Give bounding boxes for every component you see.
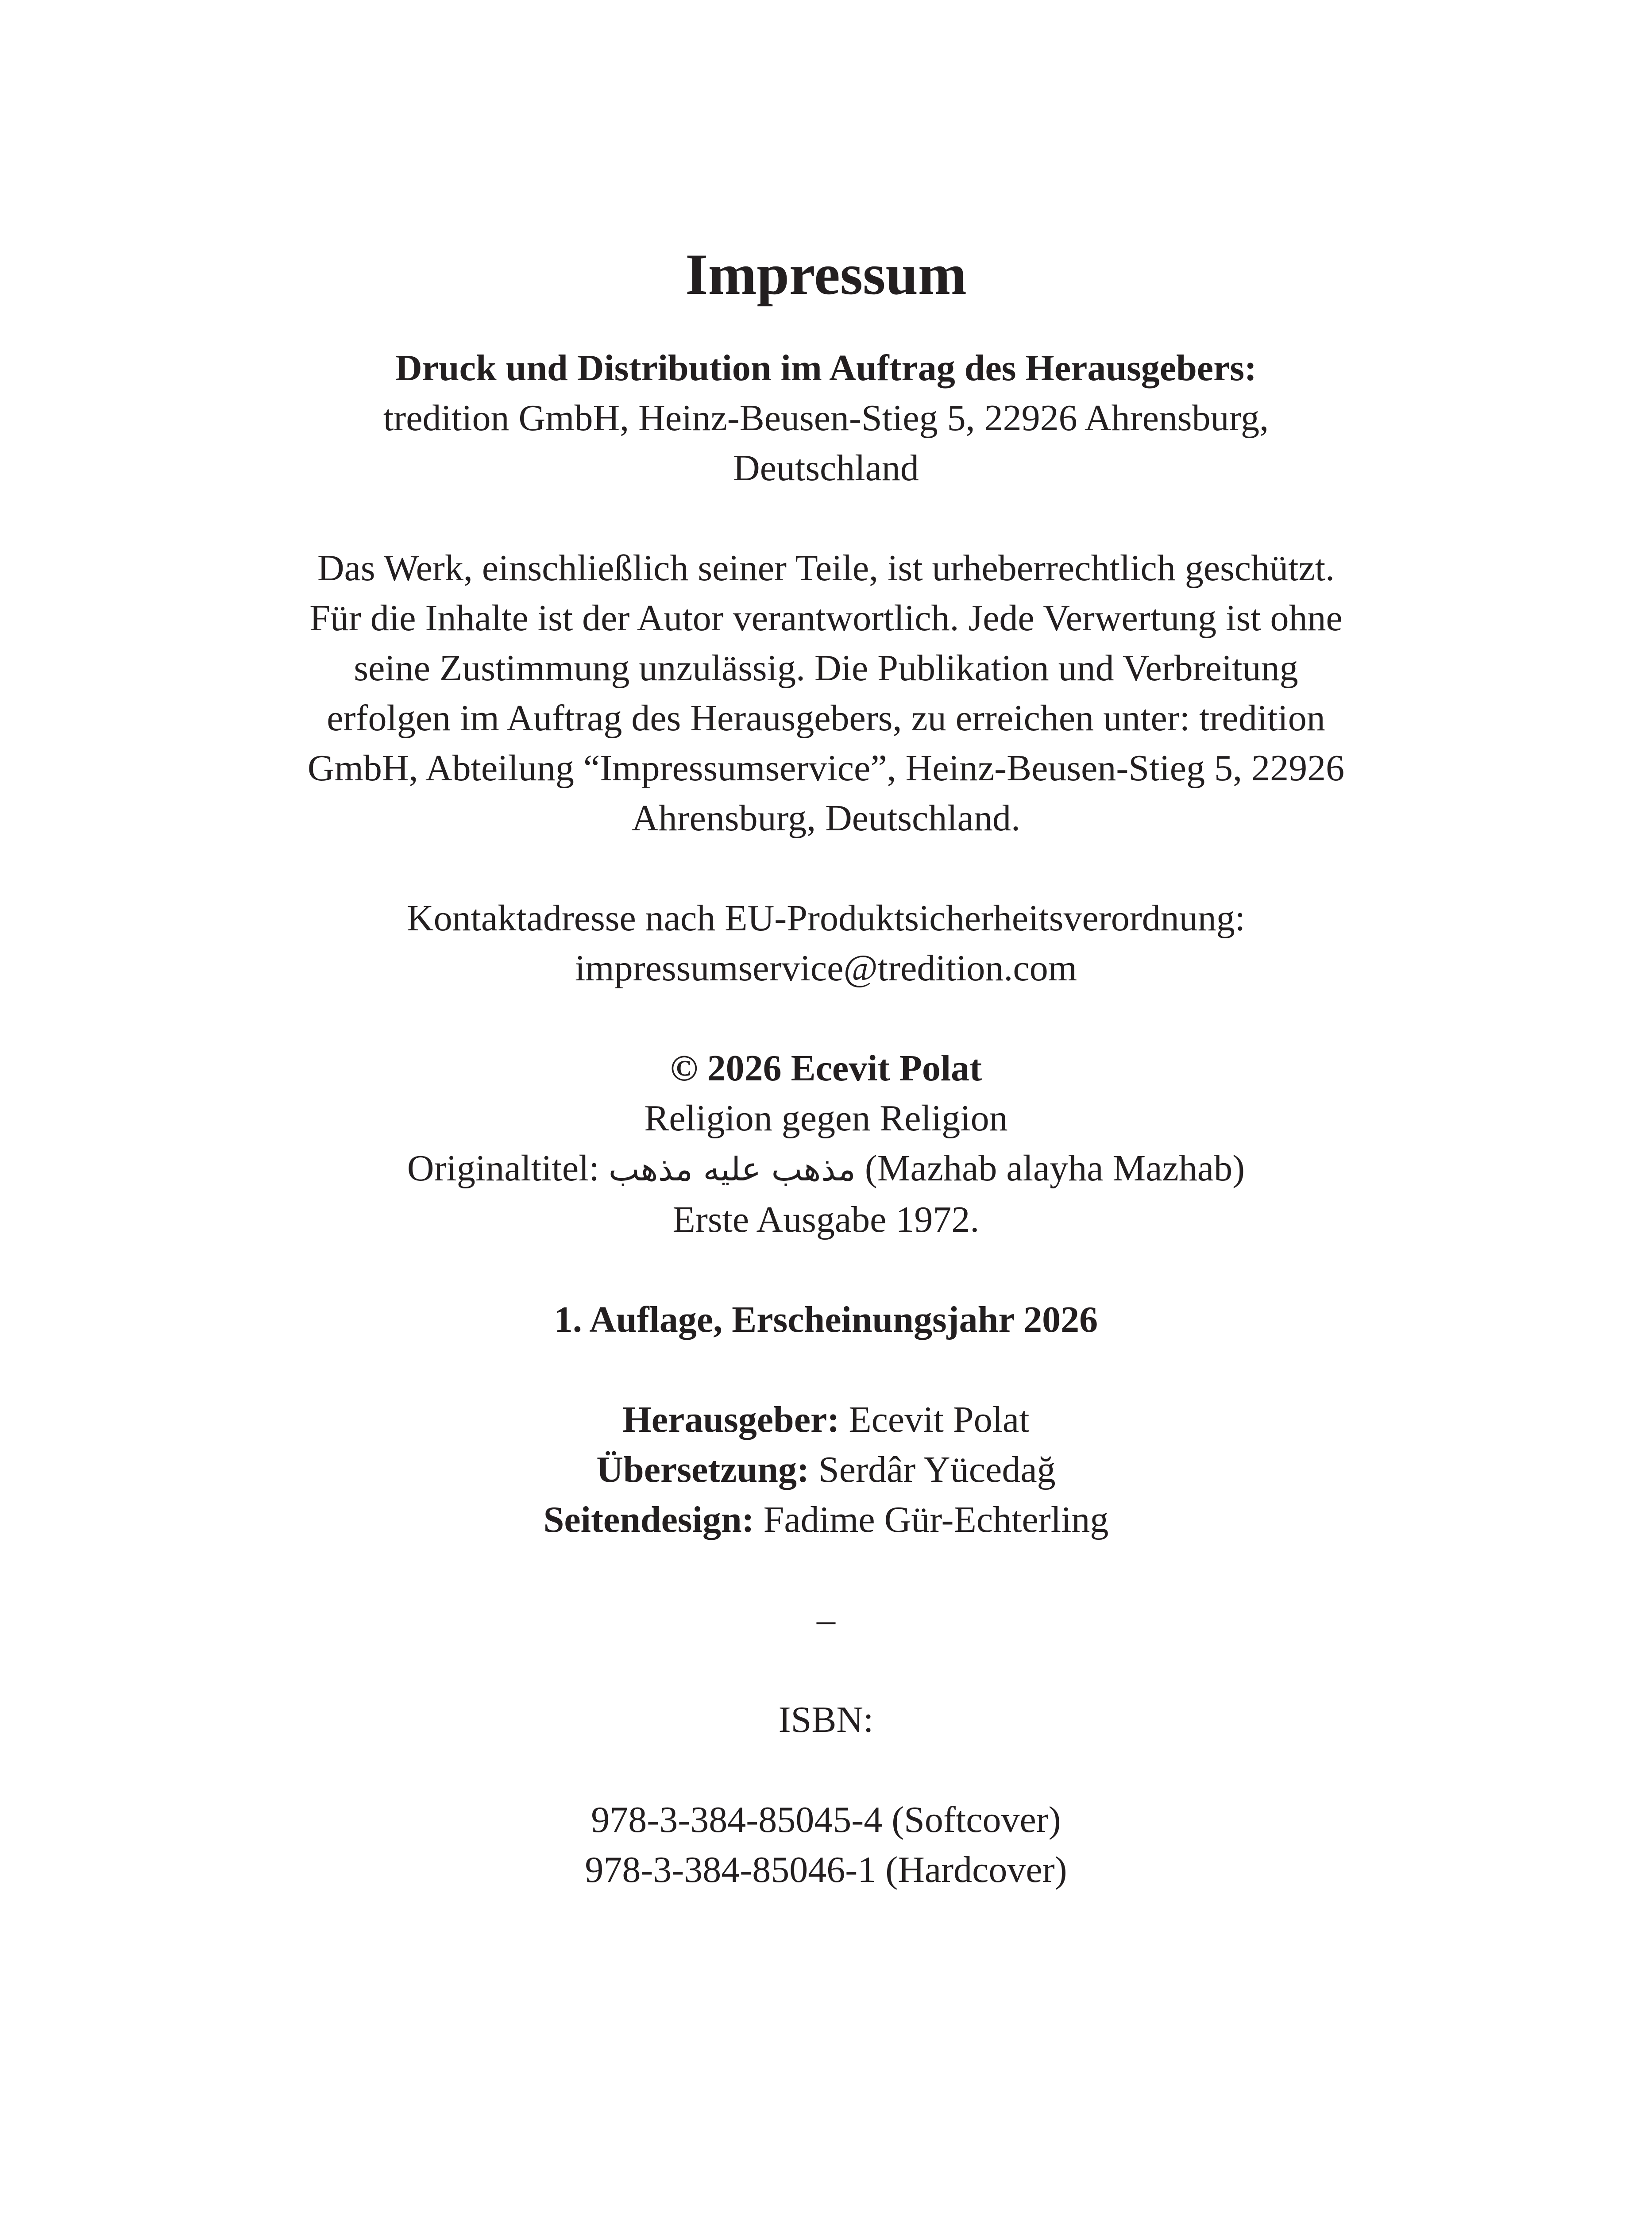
- edition-line: 1. Auflage, Erscheinungsjahr 2026: [554, 1299, 1098, 1340]
- impressum-content: [0, 237, 1652, 1895]
- credit-page-design: [0, 1495, 1652, 1545]
- copyright-line: © 2026 Ecevit Polat: [670, 1048, 982, 1089]
- original-title-label: Originaltitel:: [407, 1148, 599, 1189]
- spacer: [0, 1245, 1652, 1295]
- legal-line: Für die Inhalte ist der Autor verantwortlich. Jede Verwertung ist ohne: [309, 598, 1343, 639]
- credit-value: Fadime Gür-Echterling: [763, 1499, 1109, 1540]
- book-title: Religion gegen Religion: [644, 1098, 1008, 1139]
- publisher-address-line-1: tredition GmbH, Heinz-Beusen-Stieg 5, 22926 Ahrensburg,: [383, 397, 1269, 439]
- credit-value: Serdâr Yücedağ: [818, 1449, 1056, 1490]
- contact-email: impressumservice@tredition.com: [575, 948, 1077, 989]
- isbn-hardcover: 978-3-384-85046-1 (Hardcover): [585, 1849, 1067, 1890]
- credits-block: [0, 1395, 1652, 1545]
- credit-label: Seitendesign:: [543, 1499, 754, 1540]
- publisher-address-line-2: Deutschland: [733, 447, 919, 489]
- print-distribution-label: Druck und Distribution im Auftrag des Herausgebers:: [395, 347, 1257, 389]
- legal-line: Ahrensburg, Deutschland.: [632, 798, 1020, 839]
- separator-dash: –: [817, 1599, 835, 1640]
- spacer: [0, 493, 1652, 543]
- isbn-label: ISBN:: [778, 1699, 874, 1740]
- credit-label: Übersetzung:: [596, 1449, 809, 1490]
- copyright-block: [0, 1043, 1652, 1245]
- legal-line: erfolgen im Auftrag des Herausgebers, zu erreichen unter: tredition: [327, 698, 1325, 739]
- credit-publisher: [0, 1395, 1652, 1445]
- legal-line: GmbH, Abteilung “Impressumservice”, Heinz-Beusen-Stieg 5, 22926: [307, 748, 1345, 789]
- original-title-line: [0, 1143, 1652, 1195]
- original-title-latin: (Mazhab alayha Mazhab): [865, 1148, 1245, 1189]
- legal-notice: [0, 543, 1652, 843]
- isbn-softcover: 978-3-384-85045-4 (Softcover): [591, 1799, 1061, 1840]
- spacer: [0, 993, 1652, 1043]
- spacer: [0, 1645, 1652, 1695]
- spacer: [0, 1745, 1652, 1795]
- print-distribution-block: [0, 343, 1652, 493]
- contact-block: [0, 893, 1652, 993]
- credit-label: Herausgeber:: [622, 1399, 840, 1440]
- page-title: Impressum: [685, 242, 967, 307]
- isbn-block: [0, 1795, 1652, 1895]
- first-edition: Erste Ausgabe 1972.: [672, 1199, 980, 1240]
- contact-label: Kontaktadresse nach EU-Produktsicherheitsverordnung:: [406, 898, 1246, 939]
- credit-translation: [0, 1445, 1652, 1495]
- legal-line: seine Zustimmung unzulässig. Die Publikation und Verbreitung: [354, 648, 1298, 689]
- original-title-arabic: مذهب عليه مذهب: [608, 1150, 856, 1188]
- credit-value: Ecevit Polat: [849, 1399, 1030, 1440]
- legal-line: Das Werk, einschließlich seiner Teile, ist urheberrechtlich geschützt.: [317, 547, 1335, 589]
- spacer: [0, 1545, 1652, 1595]
- spacer: [0, 1345, 1652, 1395]
- spacer: [0, 843, 1652, 893]
